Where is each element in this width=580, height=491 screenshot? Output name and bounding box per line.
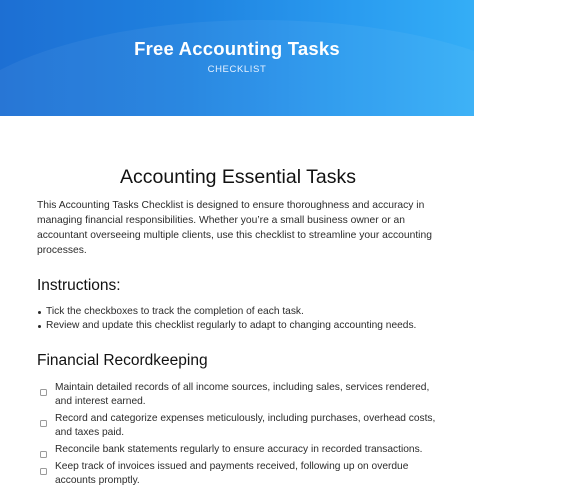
instruction-text: Review and update this checklist regularly to adapt to changing accounting needs. xyxy=(46,320,417,331)
instructions-list xyxy=(37,305,439,333)
instruction-text: Tick the checkboxes to track the completion of each task. xyxy=(46,306,304,317)
instruction-item xyxy=(37,305,439,319)
task-item xyxy=(37,460,439,488)
task-text: Record and categorize expenses meticulously, including purchases, overhead costs, and taxes paid. xyxy=(55,413,436,438)
bullet-icon xyxy=(38,325,41,328)
task-text: Keep track of invoices issued and payments received, following up on overdue accounts promptly. xyxy=(55,461,409,486)
task-checkbox[interactable] xyxy=(40,389,47,396)
instructions-heading: Instructions: xyxy=(37,277,121,294)
task-item xyxy=(37,381,439,409)
task-text: Reconcile bank statements regularly to ensure accuracy in recorded transactions. xyxy=(55,444,423,455)
task-checkbox[interactable] xyxy=(40,420,47,427)
task-list xyxy=(37,381,439,491)
header-subtitle: CHECKLIST xyxy=(207,64,267,75)
header-banner xyxy=(0,0,474,116)
header-title: Free Accounting Tasks xyxy=(134,38,340,59)
task-item xyxy=(37,412,439,440)
bullet-icon xyxy=(38,311,41,314)
document-title: Accounting Essential Tasks xyxy=(120,166,356,188)
task-item xyxy=(37,443,439,457)
instruction-item xyxy=(37,319,439,333)
task-checkbox[interactable] xyxy=(40,451,47,458)
financial-recordkeeping-heading: Financial Recordkeeping xyxy=(37,352,208,369)
intro-paragraph: This Accounting Tasks Checklist is designed to ensure thoroughness and accuracy in managing financial responsibilities. Whether you’re a small business owner or an accountant overseeing multiple clients, use this checklist to streamline your accounting processes. xyxy=(37,200,432,256)
task-checkbox[interactable] xyxy=(40,468,47,475)
task-text: Maintain detailed records of all income sources, including sales, services rendered, and interest earned. xyxy=(55,382,430,407)
